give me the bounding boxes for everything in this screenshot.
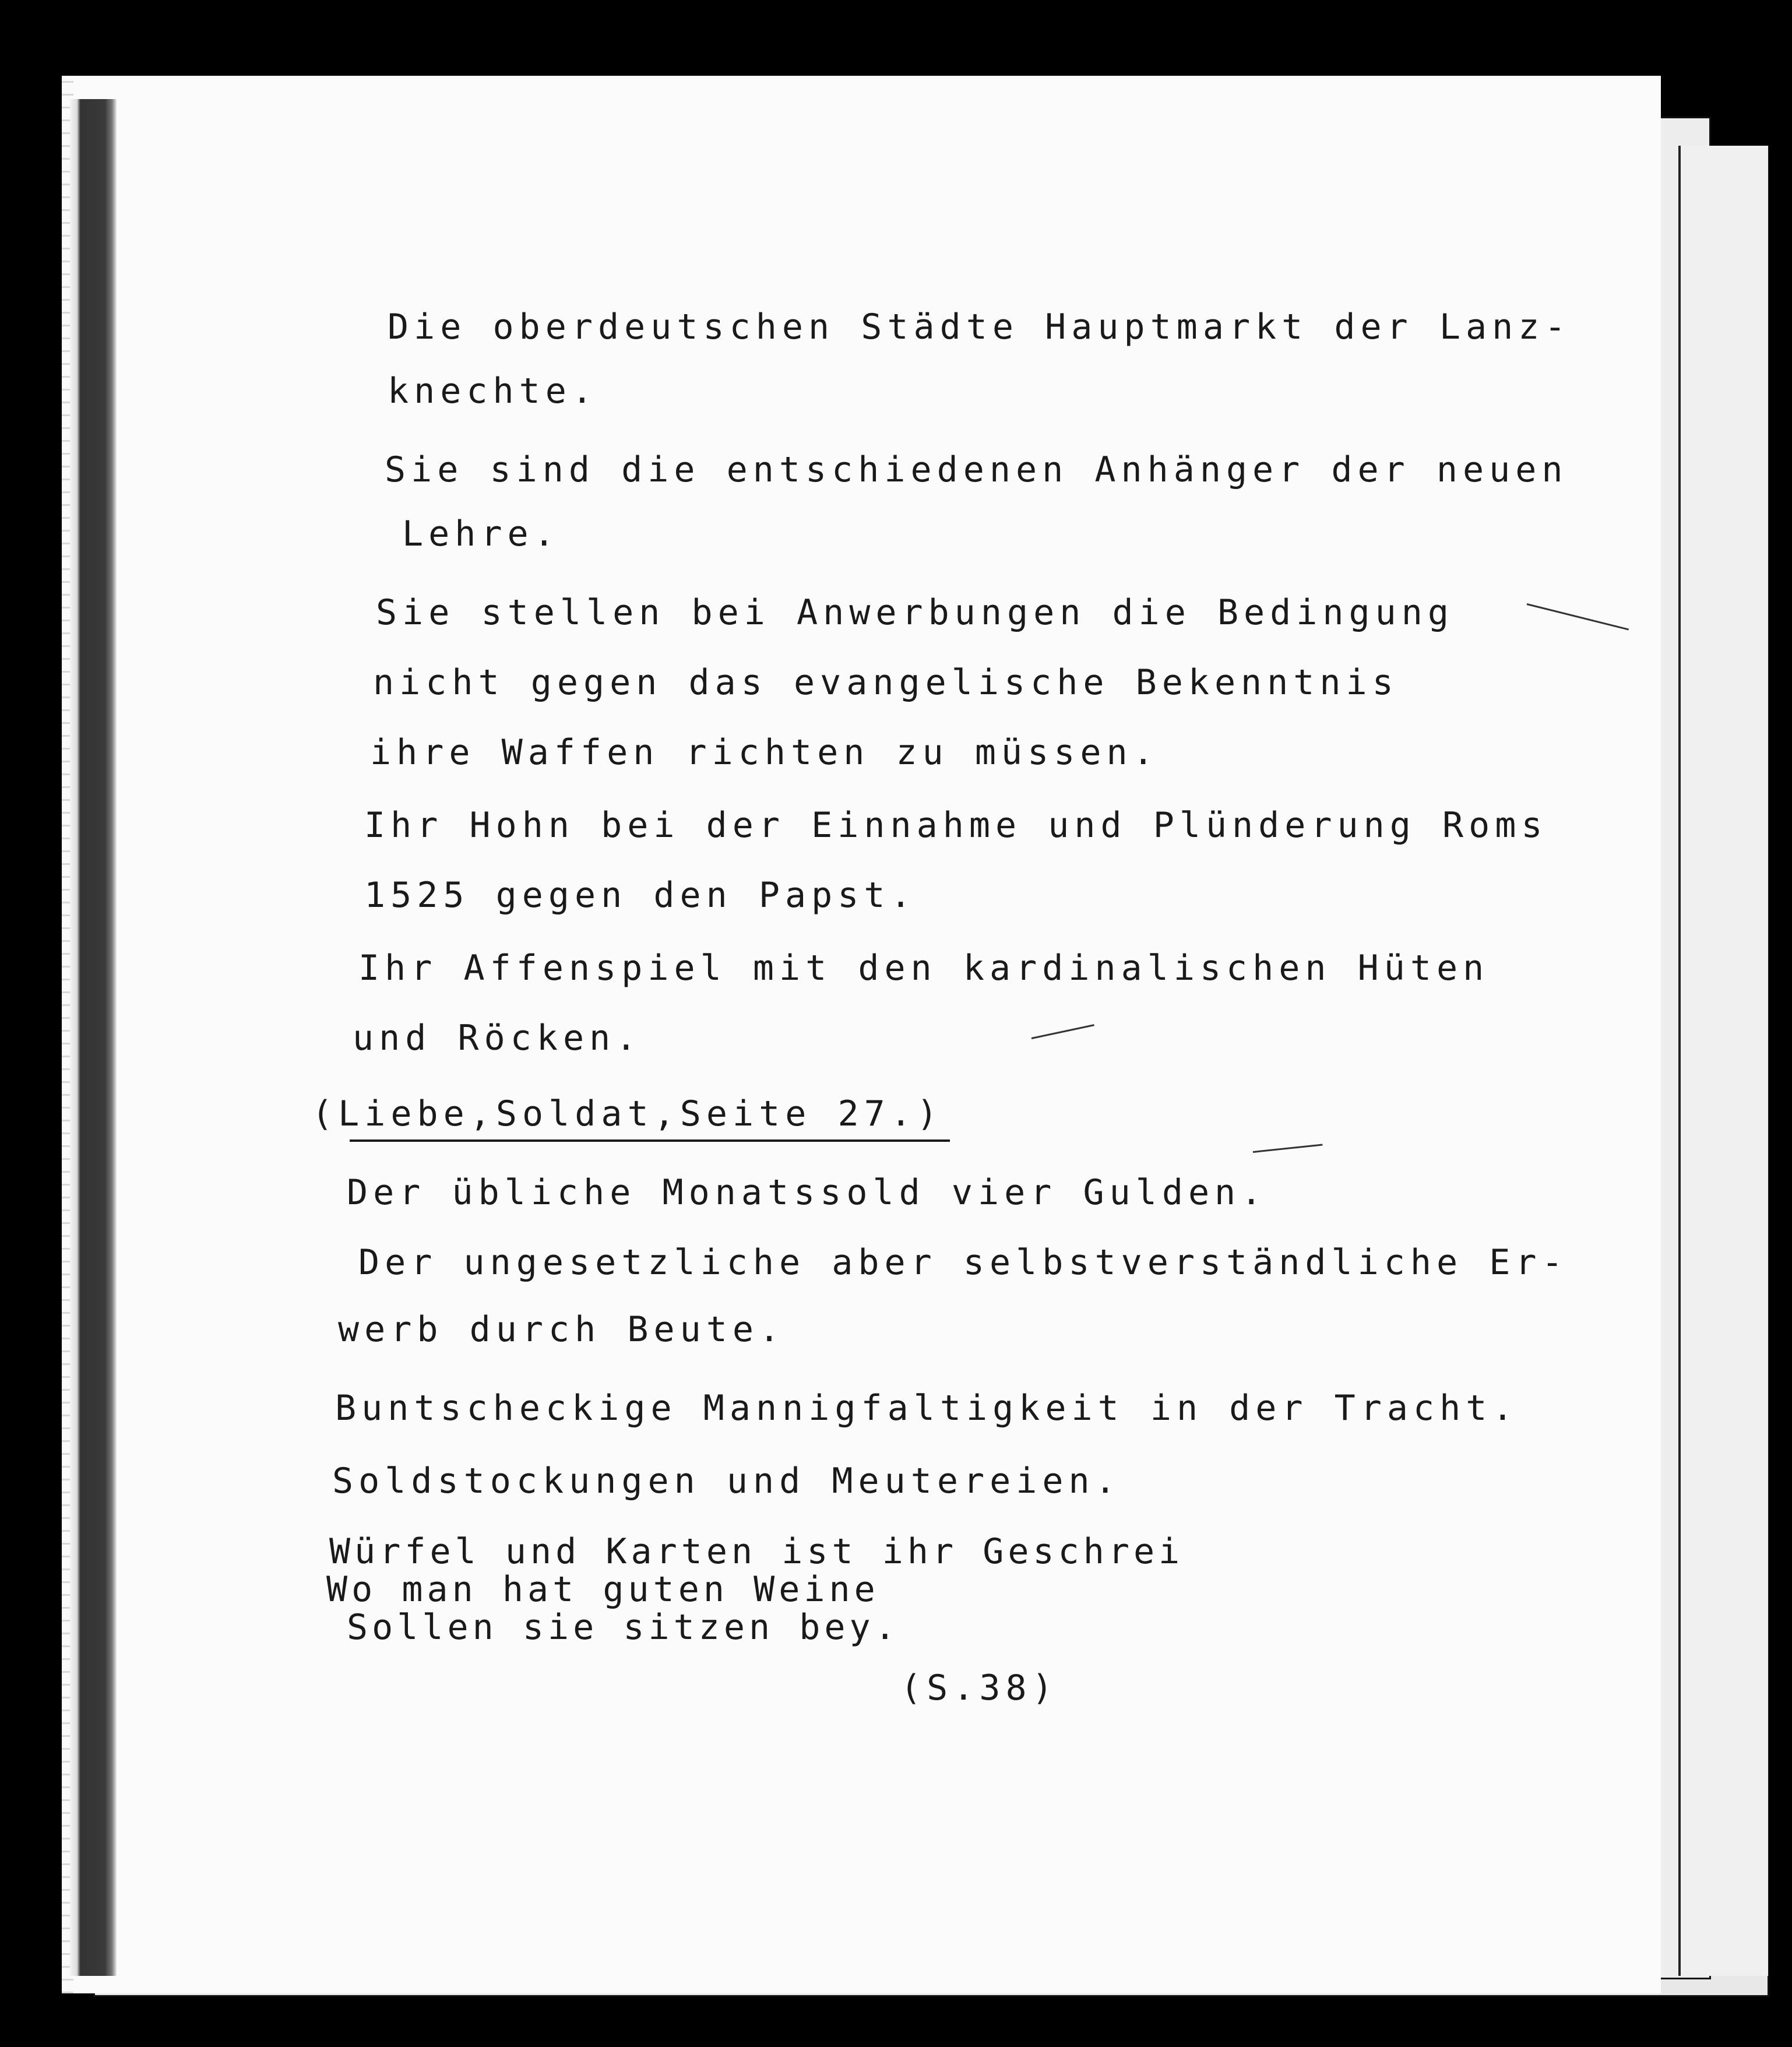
text-line: und Röcken. (353, 1018, 642, 1058)
verse-line: Würfel und Karten ist ihr Geschrei (329, 1531, 1184, 1572)
pencil-mark (1253, 1144, 1323, 1153)
text-line: Sie stellen bei Anwerbungen die Bedingung (376, 592, 1455, 633)
text-line: knechte. (388, 371, 598, 411)
text-line: Lehre. (402, 513, 560, 554)
page-reference: (S.38) (900, 1668, 1058, 1708)
typewritten-page (70, 76, 1661, 1993)
text-line: Die oberdeutschen Städte Hauptmarkt der Lanz- (388, 307, 1571, 347)
text-line: Ihr Hohn bei der Einnahme und Plünderung Roms (364, 805, 1548, 846)
verse-line: Wo man hat guten Weine (326, 1569, 879, 1610)
text-line: Soldstockungen und Meutereien. (332, 1461, 1121, 1501)
text-line: ihre Waffen richten zu müssen. (370, 732, 1159, 773)
citation-underline (350, 1139, 950, 1142)
citation-line: (Liebe,Soldat,Seite 27.) (312, 1093, 943, 1134)
pencil-mark (1527, 603, 1629, 630)
text-line: Der ungesetzliche aber selbstverständliche Er- (358, 1242, 1568, 1283)
text-line: Der übliche Monatssold vier Gulden. (347, 1172, 1268, 1213)
text-line: Ihr Affenspiel mit den kardinalischen Hüten (358, 948, 1490, 989)
pencil-mark (1031, 1024, 1094, 1039)
text-line: werb durch Beute. (338, 1309, 786, 1350)
text-line: Sie sind die entschiedenen Anhänger der neuen (385, 449, 1568, 490)
binding-strip (70, 99, 117, 1976)
text-line: nicht gegen das evangelische Bekenntnis (373, 662, 1399, 703)
verse-line: Sollen sie sitzen bey. (347, 1607, 900, 1648)
text-line: Buntscheckige Mannigfaltigkeit in der Tracht. (335, 1388, 1519, 1429)
right-edge-sheet (1678, 146, 1768, 1976)
text-line: 1525 gegen den Papst. (364, 875, 917, 916)
